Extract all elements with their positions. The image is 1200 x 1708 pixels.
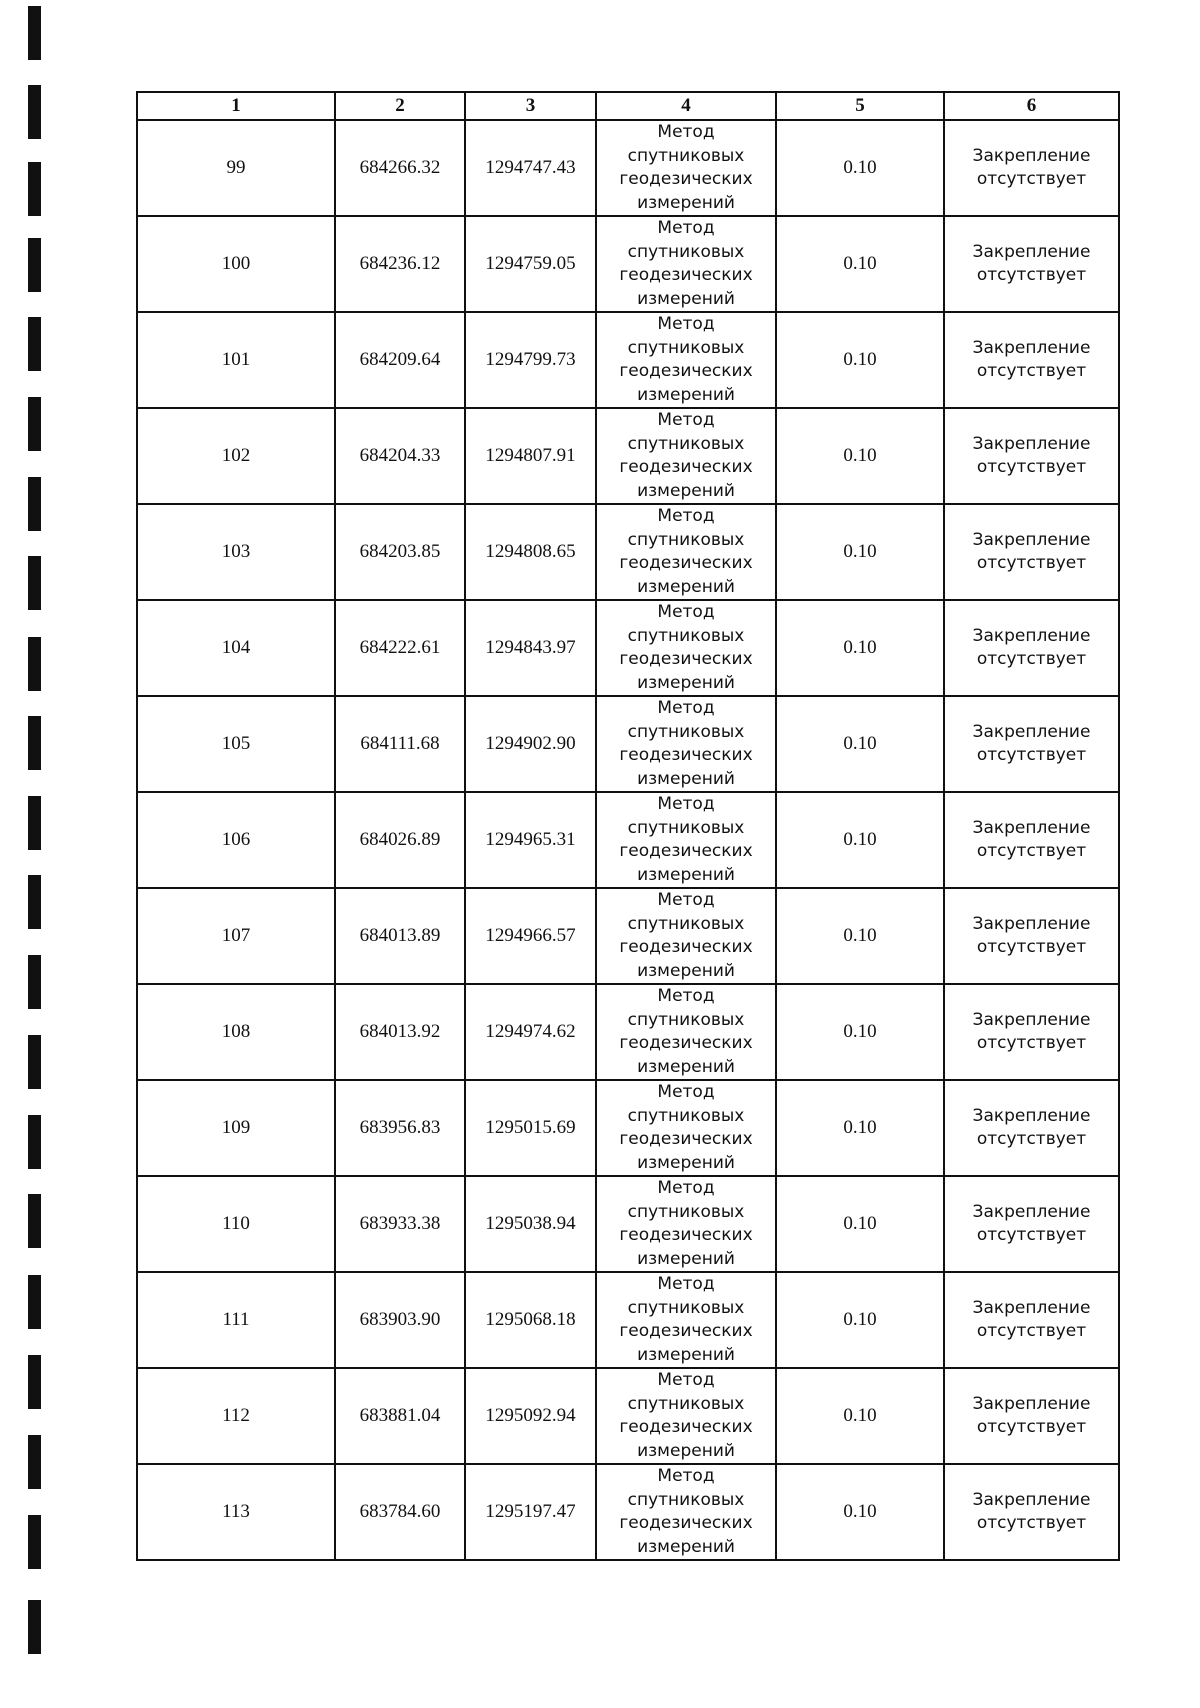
binding-mark — [28, 556, 41, 610]
method-cell-line: Метод — [657, 890, 715, 910]
accuracy-cell: 0.10 — [776, 888, 944, 984]
fixing-description-cell-line: отсутствует — [976, 457, 1087, 477]
binding-mark — [28, 716, 41, 770]
method-cell-line: геодезических — [619, 1321, 753, 1341]
method-cell-line: Метод — [657, 1274, 715, 1294]
table-row — [137, 792, 1119, 888]
accuracy-cell: 0.10 — [776, 120, 944, 216]
method-cell-line: измерений — [637, 1248, 735, 1269]
binding-marks — [0, 0, 60, 1708]
method-cell — [596, 600, 776, 696]
point-number-cell: 110 — [137, 1176, 335, 1272]
column-header-4: 4 — [596, 92, 776, 120]
column-header-3: 3 — [465, 92, 596, 120]
point-number-cell: 102 — [137, 408, 335, 504]
table-header-row — [137, 92, 1119, 120]
fixing-description-cell — [944, 696, 1119, 792]
y-coordinate-cell: 1294808.65 — [465, 504, 596, 600]
method-cell — [596, 312, 776, 408]
accuracy-cell: 0.10 — [776, 984, 944, 1080]
x-coordinate-cell: 684266.32 — [335, 120, 465, 216]
binding-mark — [28, 1115, 41, 1169]
x-coordinate-cell: 684013.92 — [335, 984, 465, 1080]
fixing-description-cell-line: отсутствует — [976, 1225, 1087, 1245]
point-number-cell: 99 — [137, 120, 335, 216]
method-cell-line: спутниковых — [627, 145, 745, 166]
fixing-description-cell-line: Закрепление — [972, 1490, 1091, 1510]
fixing-description-cell — [944, 1080, 1119, 1176]
method-cell-line: геодезических — [619, 1513, 753, 1533]
accuracy-cell: 0.10 — [776, 1272, 944, 1368]
fixing-description-cell — [944, 408, 1119, 504]
method-cell-line: геодезических — [619, 457, 753, 477]
fixing-description-cell-line: отсутствует — [976, 1129, 1087, 1149]
binding-mark — [28, 162, 41, 216]
accuracy-cell: 0.10 — [776, 1368, 944, 1464]
method-cell-line: геодезических — [619, 1129, 753, 1149]
fixing-description-cell-line: отсутствует — [976, 1033, 1087, 1053]
method-cell-line: измерений — [637, 480, 735, 501]
method-cell — [596, 696, 776, 792]
binding-mark — [28, 796, 41, 850]
method-cell-line: измерений — [637, 1440, 735, 1461]
table-row — [137, 696, 1119, 792]
table-row — [137, 888, 1119, 984]
method-cell-line: геодезических — [619, 1033, 753, 1053]
binding-mark — [28, 875, 41, 929]
fixing-description-cell-line: Закрепление — [972, 914, 1091, 934]
x-coordinate-cell: 684222.61 — [335, 600, 465, 696]
method-cell-line: геодезических — [619, 841, 753, 861]
table-row — [137, 504, 1119, 600]
method-cell-line: Метод — [657, 410, 715, 430]
binding-mark — [28, 1435, 41, 1489]
y-coordinate-cell: 1294843.97 — [465, 600, 596, 696]
method-cell-line: Метод — [657, 986, 715, 1006]
column-header-1: 1 — [137, 92, 335, 120]
point-number-cell: 106 — [137, 792, 335, 888]
method-cell-line: Метод — [657, 218, 715, 238]
method-cell-line: измерений — [637, 768, 735, 789]
x-coordinate-cell: 683881.04 — [335, 1368, 465, 1464]
accuracy-cell: 0.10 — [776, 792, 944, 888]
point-number-cell: 111 — [137, 1272, 335, 1368]
method-cell-line: спутниковых — [627, 817, 745, 838]
fixing-description-cell — [944, 888, 1119, 984]
point-number-cell: 108 — [137, 984, 335, 1080]
method-cell-line: спутниковых — [627, 1009, 745, 1030]
fixing-description-cell-line: отсутствует — [976, 841, 1087, 861]
fixing-description-cell-line: Закрепление — [972, 722, 1091, 742]
binding-mark — [28, 1275, 41, 1329]
fixing-description-cell-line: отсутствует — [976, 745, 1087, 765]
method-cell-line: спутниковых — [627, 1393, 745, 1414]
fixing-description-cell — [944, 1176, 1119, 1272]
method-cell-line: геодезических — [619, 1225, 753, 1245]
fixing-description-cell — [944, 312, 1119, 408]
method-cell-line: Метод — [657, 1082, 715, 1102]
x-coordinate-cell: 684204.33 — [335, 408, 465, 504]
fixing-description-cell-line: отсутствует — [976, 1513, 1087, 1533]
coordinates-table — [136, 91, 1120, 1561]
accuracy-cell: 0.10 — [776, 696, 944, 792]
x-coordinate-cell: 684203.85 — [335, 504, 465, 600]
method-cell-line: Метод — [657, 602, 715, 622]
method-cell-line: геодезических — [619, 649, 753, 669]
accuracy-cell: 0.10 — [776, 216, 944, 312]
point-number-cell: 107 — [137, 888, 335, 984]
x-coordinate-cell: 684236.12 — [335, 216, 465, 312]
point-number-cell: 103 — [137, 504, 335, 600]
method-cell — [596, 1368, 776, 1464]
method-cell-line: Метод — [657, 698, 715, 718]
table-row — [137, 1272, 1119, 1368]
accuracy-cell: 0.10 — [776, 408, 944, 504]
method-cell-line: геодезических — [619, 745, 753, 765]
method-cell-line: измерений — [637, 1056, 735, 1077]
method-cell-line: измерений — [637, 1536, 735, 1557]
method-cell-line: геодезических — [619, 169, 753, 189]
x-coordinate-cell: 684209.64 — [335, 312, 465, 408]
method-cell — [596, 504, 776, 600]
method-cell-line: геодезических — [619, 1417, 753, 1437]
method-cell — [596, 888, 776, 984]
binding-mark — [28, 477, 41, 531]
method-cell — [596, 216, 776, 312]
fixing-description-cell-line: Закрепление — [972, 434, 1091, 454]
column-header-2: 2 — [335, 92, 465, 120]
table-row — [137, 312, 1119, 408]
point-number-cell: 112 — [137, 1368, 335, 1464]
method-cell-line: измерений — [637, 576, 735, 597]
fixing-description-cell — [944, 600, 1119, 696]
binding-mark — [28, 1355, 41, 1409]
x-coordinate-cell: 684026.89 — [335, 792, 465, 888]
method-cell-line: геодезических — [619, 937, 753, 957]
method-cell — [596, 1080, 776, 1176]
binding-mark — [28, 6, 41, 60]
column-header-5: 5 — [776, 92, 944, 120]
fixing-description-cell-line: Закрепление — [972, 242, 1091, 262]
method-cell-line: измерений — [637, 384, 735, 405]
table-row — [137, 216, 1119, 312]
binding-mark — [28, 1035, 41, 1089]
fixing-description-cell — [944, 792, 1119, 888]
fixing-description-cell — [944, 1368, 1119, 1464]
x-coordinate-cell: 683956.83 — [335, 1080, 465, 1176]
binding-mark — [28, 955, 41, 1009]
binding-mark — [28, 1194, 41, 1248]
method-cell-line: спутниковых — [627, 337, 745, 358]
method-cell-line: спутниковых — [627, 433, 745, 454]
fixing-description-cell-line: отсутствует — [976, 1417, 1087, 1437]
table-row — [137, 600, 1119, 696]
method-cell — [596, 792, 776, 888]
point-number-cell: 104 — [137, 600, 335, 696]
y-coordinate-cell: 1294902.90 — [465, 696, 596, 792]
accuracy-cell: 0.10 — [776, 312, 944, 408]
fixing-description-cell-line: Закрепление — [972, 1298, 1091, 1318]
binding-mark — [28, 637, 41, 691]
method-cell — [596, 408, 776, 504]
method-cell — [596, 984, 776, 1080]
point-number-cell: 105 — [137, 696, 335, 792]
y-coordinate-cell: 1294799.73 — [465, 312, 596, 408]
method-cell-line: спутниковых — [627, 625, 745, 646]
fixing-description-cell-line: Закрепление — [972, 818, 1091, 838]
method-cell-line: Метод — [657, 506, 715, 526]
x-coordinate-cell: 683933.38 — [335, 1176, 465, 1272]
y-coordinate-cell: 1295092.94 — [465, 1368, 596, 1464]
fixing-description-cell-line: отсутствует — [976, 169, 1087, 189]
fixing-description-cell — [944, 504, 1119, 600]
fixing-description-cell-line: Закрепление — [972, 1106, 1091, 1126]
method-cell-line: Метод — [657, 1178, 715, 1198]
method-cell-line: спутниковых — [627, 529, 745, 550]
method-cell-line: Метод — [657, 1370, 715, 1390]
y-coordinate-cell: 1294759.05 — [465, 216, 596, 312]
fixing-description-cell-line: Закрепление — [972, 1010, 1091, 1030]
accuracy-cell: 0.10 — [776, 1464, 944, 1560]
method-cell-line: измерений — [637, 672, 735, 693]
method-cell-line: геодезических — [619, 265, 753, 285]
column-header-6: 6 — [944, 92, 1119, 120]
method-cell-line: спутниковых — [627, 1489, 745, 1510]
accuracy-cell: 0.10 — [776, 1176, 944, 1272]
table-body — [137, 120, 1119, 1560]
fixing-description-cell-line: Закрепление — [972, 626, 1091, 646]
fixing-description-cell — [944, 984, 1119, 1080]
fixing-description-cell-line: Закрепление — [972, 1202, 1091, 1222]
binding-mark — [28, 238, 41, 292]
fixing-description-cell — [944, 120, 1119, 216]
x-coordinate-cell: 684111.68 — [335, 696, 465, 792]
fixing-description-cell-line: Закрепление — [972, 1394, 1091, 1414]
fixing-description-cell-line: отсутствует — [976, 361, 1087, 381]
method-cell-line: измерений — [637, 864, 735, 885]
method-cell-line: спутниковых — [627, 1105, 745, 1126]
fixing-description-cell — [944, 1272, 1119, 1368]
table-row — [137, 1464, 1119, 1560]
point-number-cell: 109 — [137, 1080, 335, 1176]
y-coordinate-cell: 1294965.31 — [465, 792, 596, 888]
method-cell-line: спутниковых — [627, 721, 745, 742]
x-coordinate-cell: 683903.90 — [335, 1272, 465, 1368]
method-cell-line: измерений — [637, 960, 735, 981]
table-row — [137, 120, 1119, 216]
fixing-description-cell-line: отсутствует — [976, 553, 1087, 573]
binding-mark — [28, 1600, 41, 1654]
x-coordinate-cell: 684013.89 — [335, 888, 465, 984]
fixing-description-cell — [944, 216, 1119, 312]
method-cell — [596, 1176, 776, 1272]
fixing-description-cell — [944, 1464, 1119, 1560]
accuracy-cell: 0.10 — [776, 600, 944, 696]
accuracy-cell: 0.10 — [776, 504, 944, 600]
binding-mark — [28, 397, 41, 451]
method-cell-line: геодезических — [619, 553, 753, 573]
method-cell-line: спутниковых — [627, 241, 745, 262]
method-cell-line: измерений — [637, 1344, 735, 1365]
fixing-description-cell-line: отсутствует — [976, 1321, 1087, 1341]
point-number-cell: 113 — [137, 1464, 335, 1560]
method-cell-line: Метод — [657, 314, 715, 334]
fixing-description-cell-line: Закрепление — [972, 338, 1091, 358]
y-coordinate-cell: 1294747.43 — [465, 120, 596, 216]
method-cell-line: измерений — [637, 1152, 735, 1173]
y-coordinate-cell: 1295015.69 — [465, 1080, 596, 1176]
method-cell-line: Метод — [657, 122, 715, 142]
fixing-description-cell-line: Закрепление — [972, 146, 1091, 166]
fixing-description-cell-line: отсутствует — [976, 649, 1087, 669]
method-cell-line: спутниковых — [627, 913, 745, 934]
method-cell-line: измерений — [637, 288, 735, 309]
y-coordinate-cell: 1294974.62 — [465, 984, 596, 1080]
binding-mark — [28, 317, 41, 371]
method-cell — [596, 120, 776, 216]
method-cell-line: геодезических — [619, 361, 753, 381]
binding-mark — [28, 85, 41, 139]
accuracy-cell: 0.10 — [776, 1080, 944, 1176]
table-row — [137, 984, 1119, 1080]
table-row — [137, 1176, 1119, 1272]
method-cell-line: измерений — [637, 192, 735, 213]
fixing-description-cell-line: Закрепление — [972, 530, 1091, 550]
method-cell — [596, 1464, 776, 1560]
fixing-description-cell-line: отсутствует — [976, 937, 1087, 957]
binding-mark — [28, 1515, 41, 1569]
table-row — [137, 1080, 1119, 1176]
y-coordinate-cell: 1295197.47 — [465, 1464, 596, 1560]
method-cell-line: Метод — [657, 794, 715, 814]
y-coordinate-cell: 1295038.94 — [465, 1176, 596, 1272]
x-coordinate-cell: 683784.60 — [335, 1464, 465, 1560]
fixing-description-cell-line: отсутствует — [976, 265, 1087, 285]
method-cell — [596, 1272, 776, 1368]
table-row — [137, 1368, 1119, 1464]
y-coordinate-cell: 1294807.91 — [465, 408, 596, 504]
table-row — [137, 408, 1119, 504]
point-number-cell: 101 — [137, 312, 335, 408]
y-coordinate-cell: 1294966.57 — [465, 888, 596, 984]
method-cell-line: спутниковых — [627, 1201, 745, 1222]
point-number-cell: 100 — [137, 216, 335, 312]
y-coordinate-cell: 1295068.18 — [465, 1272, 596, 1368]
method-cell-line: спутниковых — [627, 1297, 745, 1318]
method-cell-line: Метод — [657, 1466, 715, 1486]
